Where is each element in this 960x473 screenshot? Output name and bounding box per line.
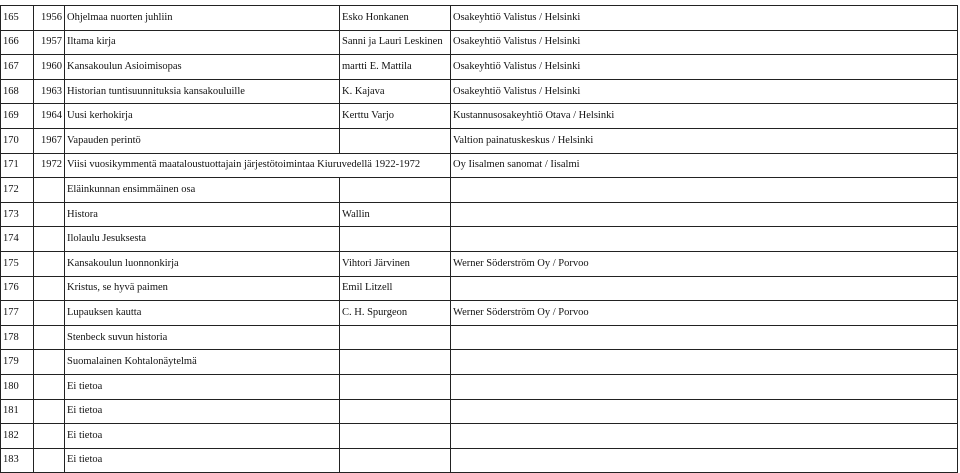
cell-publisher [451, 350, 958, 375]
table-row [1, 251, 958, 276]
cell-number: 167 [1, 55, 34, 80]
cell-title: Histora [65, 202, 340, 227]
cell-number: 183 [1, 448, 34, 473]
cell-author [340, 325, 451, 350]
cell-year: 1957 [34, 30, 65, 55]
table-row [1, 178, 958, 203]
cell-year [34, 399, 65, 424]
cell-author: K. Kajava [340, 79, 451, 104]
cell-author [340, 227, 451, 252]
cell-year: 1956 [34, 6, 65, 31]
cell-year: 1964 [34, 104, 65, 129]
cell-year: 1972 [34, 153, 65, 178]
cell-author: Emil Litzell [340, 276, 451, 301]
cell-number: 165 [1, 6, 34, 31]
cell-author: Kerttu Varjo [340, 104, 451, 129]
cell-title: Ohjelmaa nuorten juhliin [65, 6, 340, 31]
table-row [1, 227, 958, 252]
cell-author: Wallin [340, 202, 451, 227]
cell-year [34, 202, 65, 227]
cell-year: 1967 [34, 128, 65, 153]
cell-author [340, 178, 451, 203]
cell-number: 178 [1, 325, 34, 350]
cell-title: Historian tuntisuunnituksia kansakouluille [65, 79, 340, 104]
cell-publisher [451, 178, 958, 203]
table-row [1, 55, 958, 80]
cell-number: 168 [1, 79, 34, 104]
cell-title: Lupauksen kautta [65, 301, 340, 326]
cell-title: Ei tietoa [65, 399, 340, 424]
table-row [1, 276, 958, 301]
cell-year [34, 374, 65, 399]
cell-title: Ei tietoa [65, 448, 340, 473]
cell-year [34, 276, 65, 301]
cell-author [340, 128, 451, 153]
table-row [1, 153, 958, 178]
cell-title: Viisi vuosikymmentä maataloustuottajain järjestötoimintaa Kiuruvedellä 1922-1972 [65, 153, 451, 178]
cell-publisher: Valtion painatuskeskus / Helsinki [451, 128, 958, 153]
cell-publisher: Werner Söderström Oy / Porvoo [451, 301, 958, 326]
cell-publisher [451, 399, 958, 424]
cell-publisher: Osakeyhtiö Valistus / Helsinki [451, 55, 958, 80]
cell-number: 174 [1, 227, 34, 252]
cell-number: 171 [1, 153, 34, 178]
cell-title: Ei tietoa [65, 424, 340, 449]
cell-number: 180 [1, 374, 34, 399]
table-row [1, 104, 958, 129]
cell-author [340, 399, 451, 424]
cell-author: martti E. Mattila [340, 55, 451, 80]
cell-number: 182 [1, 424, 34, 449]
table-row [1, 128, 958, 153]
cell-title: Suomalainen Kohtalonäytelmä [65, 350, 340, 375]
cell-number: 176 [1, 276, 34, 301]
book-catalog-table [0, 5, 958, 473]
cell-title: Kansakoulun Asioimisopas [65, 55, 340, 80]
cell-author: Vihtori Järvinen [340, 251, 451, 276]
cell-publisher [451, 202, 958, 227]
cell-publisher: Kustannusosakeyhtiö Otava / Helsinki [451, 104, 958, 129]
cell-publisher [451, 374, 958, 399]
cell-author [340, 374, 451, 399]
cell-year [34, 227, 65, 252]
cell-number: 170 [1, 128, 34, 153]
cell-title: Eläinkunnan ensimmäinen osa [65, 178, 340, 203]
cell-number: 177 [1, 301, 34, 326]
cell-number: 179 [1, 350, 34, 375]
cell-title: Kansakoulun luonnonkirja [65, 251, 340, 276]
cell-year [34, 350, 65, 375]
cell-number: 181 [1, 399, 34, 424]
book-catalog-body [1, 6, 958, 473]
cell-number: 175 [1, 251, 34, 276]
cell-publisher: Werner Söderström Oy / Porvoo [451, 251, 958, 276]
cell-publisher [451, 325, 958, 350]
cell-author [340, 350, 451, 375]
table-row [1, 6, 958, 31]
cell-title: Iltama kirja [65, 30, 340, 55]
table-row [1, 424, 958, 449]
cell-author: C. H. Spurgeon [340, 301, 451, 326]
cell-title: Stenbeck suvun historia [65, 325, 340, 350]
table-row [1, 448, 958, 473]
table-row [1, 399, 958, 424]
cell-publisher: Osakeyhtiö Valistus / Helsinki [451, 79, 958, 104]
cell-year [34, 448, 65, 473]
table-row [1, 30, 958, 55]
cell-publisher [451, 227, 958, 252]
cell-title: Kristus, se hyvä paimen [65, 276, 340, 301]
cell-author [340, 448, 451, 473]
table-row [1, 301, 958, 326]
cell-title: Vapauden perintö [65, 128, 340, 153]
cell-title: Ilolaulu Jesuksesta [65, 227, 340, 252]
cell-number: 169 [1, 104, 34, 129]
cell-publisher: Osakeyhtiö Valistus / Helsinki [451, 30, 958, 55]
cell-number: 173 [1, 202, 34, 227]
table-row [1, 374, 958, 399]
cell-number: 172 [1, 178, 34, 203]
cell-publisher [451, 276, 958, 301]
cell-year [34, 251, 65, 276]
table-row [1, 325, 958, 350]
cell-year [34, 178, 65, 203]
table-row [1, 202, 958, 227]
cell-author: Esko Honkanen [340, 6, 451, 31]
cell-title: Uusi kerhokirja [65, 104, 340, 129]
table-row [1, 79, 958, 104]
cell-publisher [451, 424, 958, 449]
cell-publisher: Oy Iisalmen sanomat / Iisalmi [451, 153, 958, 178]
cell-title: Ei tietoa [65, 374, 340, 399]
cell-year [34, 424, 65, 449]
cell-year [34, 325, 65, 350]
cell-publisher: Osakeyhtiö Valistus / Helsinki [451, 6, 958, 31]
cell-year [34, 301, 65, 326]
cell-author [340, 424, 451, 449]
cell-number: 166 [1, 30, 34, 55]
cell-author: Sanni ja Lauri Leskinen [340, 30, 451, 55]
cell-year: 1963 [34, 79, 65, 104]
cell-year: 1960 [34, 55, 65, 80]
table-row [1, 350, 958, 375]
cell-publisher [451, 448, 958, 473]
